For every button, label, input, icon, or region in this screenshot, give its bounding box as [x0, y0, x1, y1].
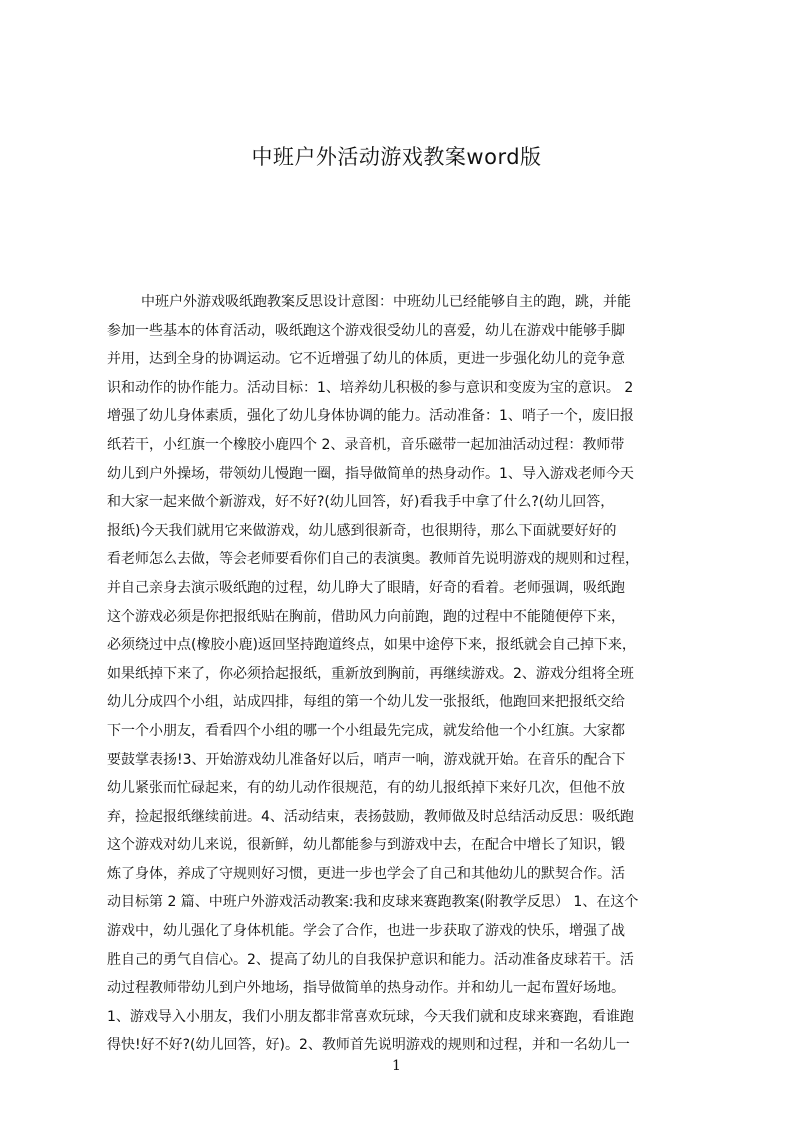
body-line: 看老师怎么去做，等会老师要看你们自己的表演奥。教师首先说明游戏的规则和过程，	[107, 551, 639, 568]
body-line: 弃，捡起报纸继续前进。4、活动结束，表扬鼓励，教师做及时总结活动反思：吸纸跑	[107, 808, 634, 825]
body-line: 游戏中，幼儿强化了身体机能。学会了合作，也进一步获取了游戏的快乐，增强了战	[107, 923, 625, 940]
body-line: 动过程教师带幼儿到户外地场，指导做简单的热身动作。并和幼儿一起布置好场地。	[107, 980, 625, 997]
body-line: 下一个小朋友，看看四个小组的哪一个小组最先完成，就发给他一个小红旗。大家都	[107, 722, 625, 739]
body-line: 炼了身体，养成了守规则好习惯，更进一步也学会了自己和其他幼儿的默契合作。活	[107, 865, 625, 882]
body-line: 这个游戏对幼儿来说，很新鲜，幼儿都能参与到游戏中去，在配合中增长了知识，锻	[107, 837, 625, 854]
body-line: 动目标第 2 篇、中班户外游戏活动教案:我和皮球来赛跑教案(附教学反思） 1、在这个	[107, 894, 639, 911]
body-line: 1、游戏导入小朋友，我们小朋友都非常喜欢玩球，今天我们就和皮球来赛跑，看谁跑	[107, 1008, 634, 1025]
body-text	[107, 288, 699, 1054]
body-line: 幼儿分成四个小组，站成四排，每组的第一个幼儿发一张报纸，他跑回来把报纸交给	[107, 694, 625, 711]
body-line: 参加一些基本的体育活动，吸纸跑这个游戏很受幼儿的喜爱，幼儿在游戏中能够手脚	[107, 322, 625, 339]
body-line: 纸若干，小红旗一个橡胶小鹿四个 2、录音机，音乐磁带一起加油活动过程：教师带	[107, 436, 625, 453]
document-title: 中班户外活动游戏教案word版	[251, 145, 542, 169]
body-line: 幼儿到户外操场，带领幼儿慢跑一圈，指导做简单的热身动作。1、导入游戏老师今天	[107, 465, 634, 482]
body-line: 得快!好不好?(幼儿回答，好)。2、教师首先说明游戏的规则和过程，并和一名幼儿一	[107, 1037, 630, 1054]
body-line: 并用，达到全身的协调运动。它不近增强了幼儿的体质，更进一步强化幼儿的竞争意	[107, 351, 625, 368]
body-line: 增强了幼儿身体素质，强化了幼儿身体协调的能力。活动准备：1、哨子一个，废旧报	[107, 408, 634, 425]
page-number: 1	[392, 1058, 401, 1074]
body-line: 幼儿紧张而忙碌起来，有的幼儿动作很规范，有的幼儿报纸掉下来好几次，但他不放	[107, 780, 625, 797]
body-line: 这个游戏必须是你把报纸贴在胸前，借助风力向前跑，跑的过程中不能随便停下来，	[107, 608, 625, 625]
body-line: 报纸)今天我们就用它来做游戏，幼儿感到很新奇，也很期待，那么下面就要好好的	[107, 522, 617, 539]
body-line: 胜自己的勇气自信心。2、提高了幼儿的自我保护意识和能力。活动准备皮球若干。活	[107, 951, 634, 968]
body-line: 中班户外游戏吸纸跑教案反思设计意图：中班幼儿已经能够自主的跑，跳，并能	[141, 294, 631, 310]
body-line: 要鼓掌表扬!3、开始游戏幼儿准备好以后，哨声一响，游戏就开始。在音乐的配合下	[107, 751, 626, 768]
body-line: 和大家一起来做个新游戏，好不好?(幼儿回答，好)看我手中拿了什么?(幼儿回答，	[107, 494, 615, 511]
body-line: 如果纸掉下来了，你必须拾起报纸，重新放到胸前，再继续游戏。2、游戏分组将全班	[107, 665, 634, 682]
body-line: 并自己亲身去演示吸纸跑的过程，幼儿睁大了眼睛，好奇的看着。老师强调，吸纸跑	[107, 579, 625, 596]
body-line: 识和动作的协作能力。活动目标：1、培养幼儿积极的参与意识和变废为宝的意识。 2	[107, 379, 634, 396]
body-line: 必须绕过中点(橡胶小鹿)返回坚持跑道终点，如果中途停下来，报纸就会自己掉下来，	[107, 637, 636, 654]
